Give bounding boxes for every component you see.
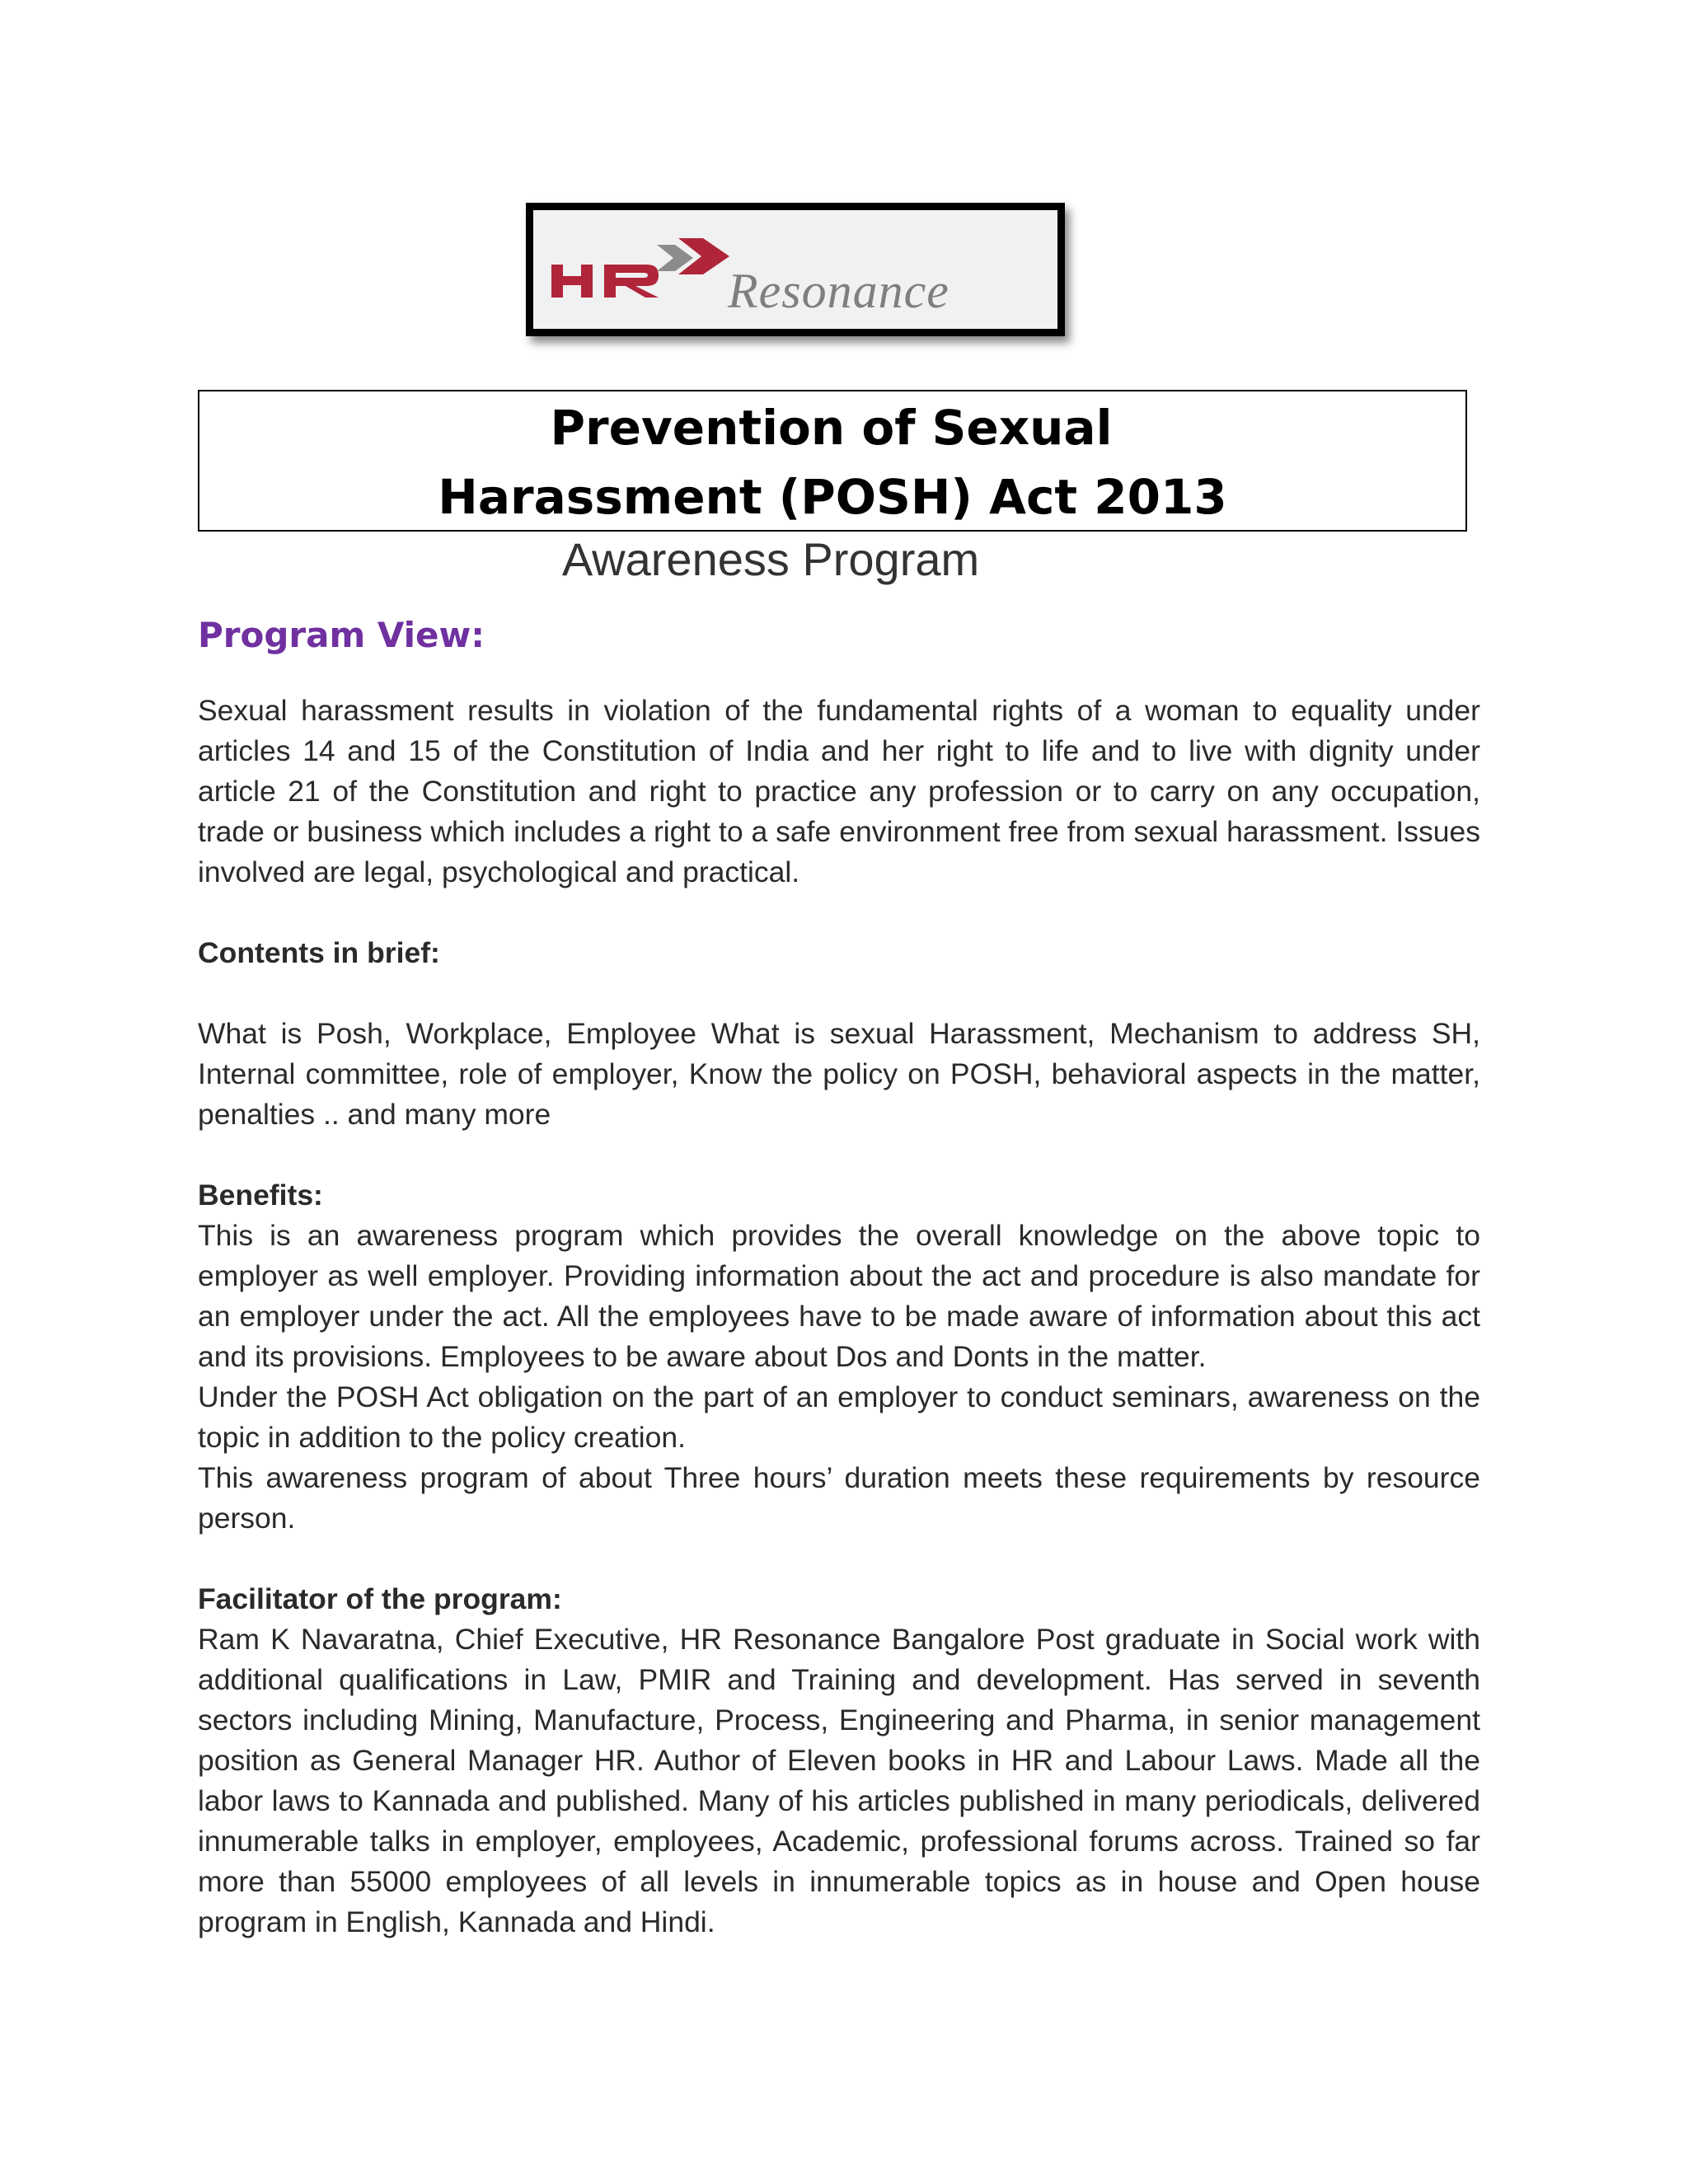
benefits-paragraph-2: Under the POSH Act obligation on the part of an employer to conduct seminars, awareness on the topic in addition to the policy creation. bbox=[198, 1380, 1480, 1454]
page-title-line1: Prevention of Sexual bbox=[550, 400, 1113, 456]
program-view-heading: Program View: bbox=[198, 615, 485, 655]
benefits-paragraph-1: This is an awareness program which provides the overall knowledge on the above topic to employer as well employer. Providing information about the act and procedure is also mandate for an employer under the act. All the employees have to be made aware of information about this act and its provisions. Employees to be aware about Dos and Donts in the matter. bbox=[198, 1219, 1480, 1373]
benefits-paragraph-3: This awareness program of about Three hours’ duration meets these requirements by resource person. bbox=[198, 1461, 1480, 1535]
program-view-paragraph: Sexual harassment results in violation of the fundamental rights of a woman to equality under articles 14 and 15 of the Constitution of India and her right to life and to live with dignity under article 21 of the Constitution and right to practice any profession or to carry on any occupation, trade or business which includes a right to a safe environment free from sexual harassment. Issues involved are legal, psychological and practical. bbox=[198, 694, 1480, 888]
page-subtitle: Awareness Program bbox=[561, 533, 980, 585]
document-body bbox=[198, 691, 1480, 1943]
contents-paragraph: What is Posh, Workplace, Employee What is sexual Harassment, Mechanism to address SH, Internal committee, role of employer, Know the policy on POSH, behavioral aspects in the matter, penalties .. and many more bbox=[198, 1017, 1480, 1131]
logo-wordmark-resonance: Resonance bbox=[728, 264, 950, 318]
facilitator-heading: Facilitator of the program: bbox=[198, 1582, 562, 1615]
title-box bbox=[198, 390, 1467, 532]
benefits-heading: Benefits: bbox=[198, 1179, 323, 1212]
company-logo bbox=[526, 203, 1065, 336]
page-title-line2: Harassment (POSH) Act 2013 bbox=[438, 469, 1227, 525]
facilitator-paragraph: Ram K Navaratna, Chief Executive, HR Resonance Bangalore Post graduate in Social work with additional qualifications in Law, PMIR and Training and development. Has served in seventh sectors including Mining, Manufacture, Process, Engineering and Pharma, in senior management position as General Manager HR. Author of Eleven books in HR and Labour Laws. Made all the labor laws to Kannada and published. Many of his articles published in many periodicals, delivered innumerable talks in employer, employees, Academic, professional forums across. Trained so far more than 55000 employees of all levels in innumerable topics as in house and Open house program in English, Kannada and Hindi. bbox=[198, 1623, 1480, 1938]
contents-heading: Contents in brief: bbox=[198, 936, 440, 969]
hr-resonance-logo-graphic bbox=[533, 210, 1057, 329]
